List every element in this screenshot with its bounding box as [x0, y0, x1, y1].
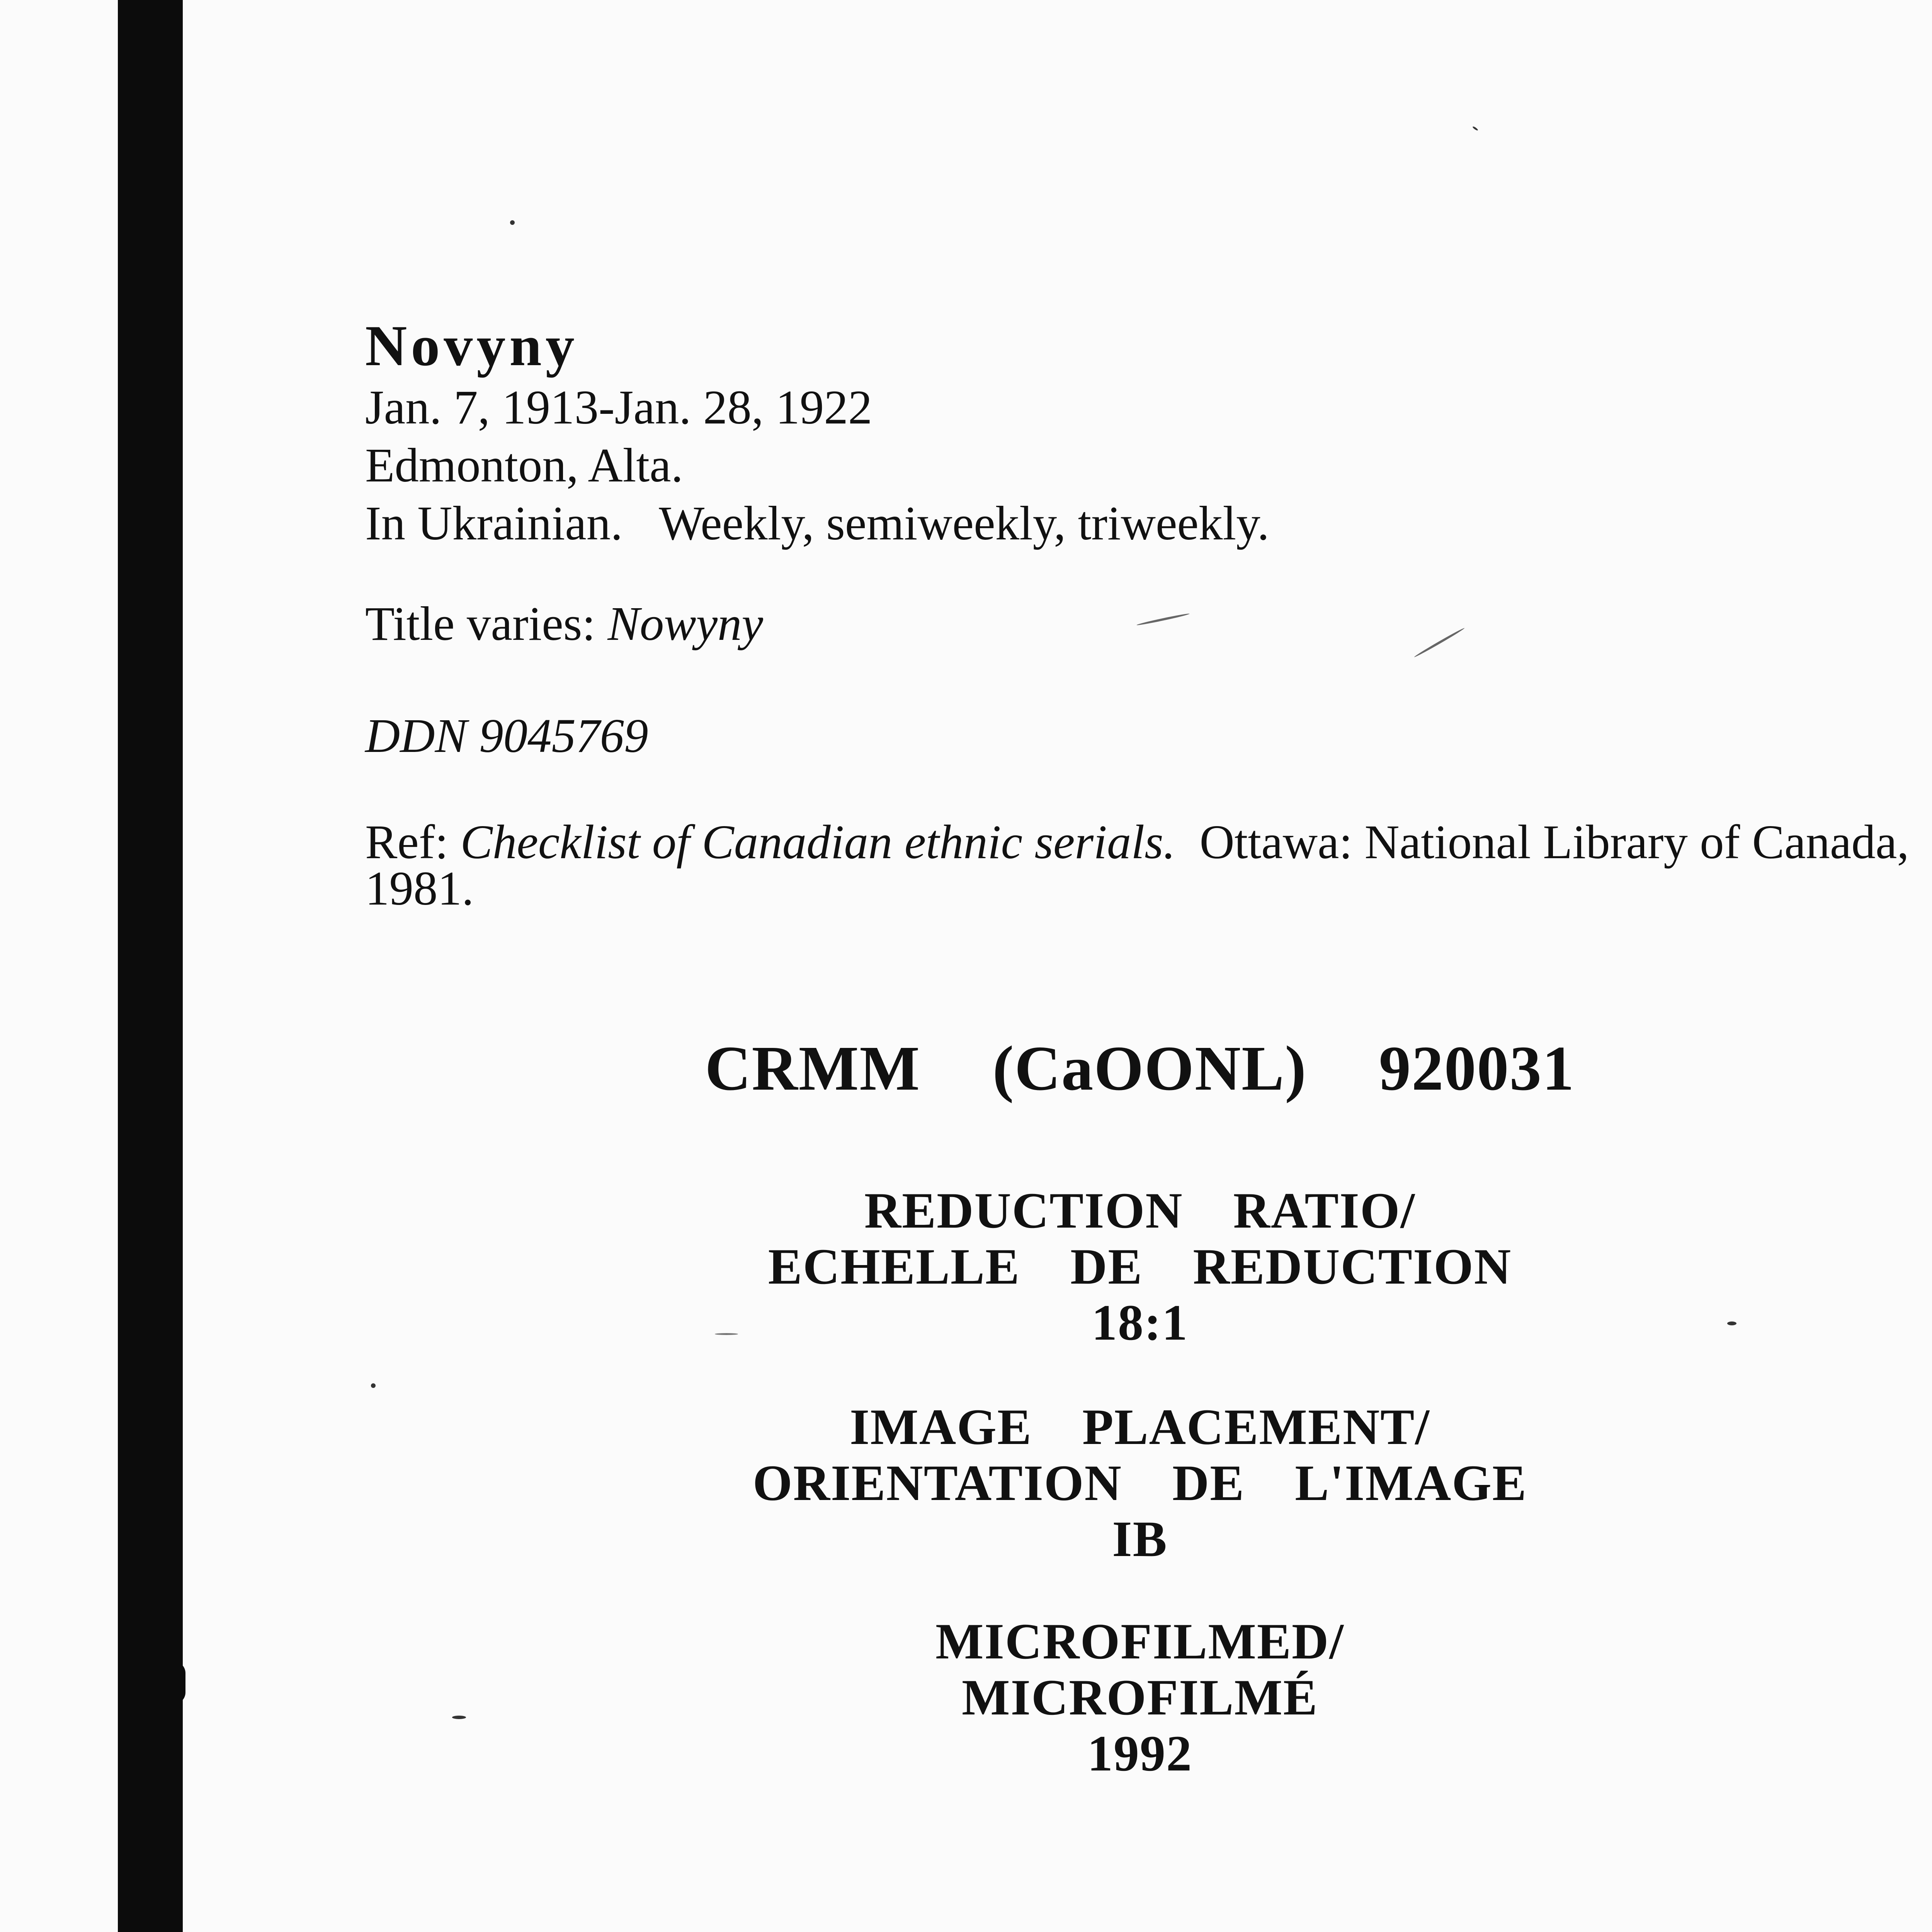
reduction-value: 18:1	[1092, 1294, 1188, 1351]
film-frame-left-edge	[118, 0, 183, 1932]
placement-label-fr: ORIENTATION DE L'IMAGE	[752, 1454, 1527, 1511]
ref-title: Checklist of Canadian ethnic serials.	[460, 816, 1175, 869]
reduction-label-fr: ECHELLE DE REDUCTION	[768, 1238, 1512, 1295]
placement-label-en: IMAGE PLACEMENT/	[849, 1398, 1430, 1455]
publication-dates: Jan. 7, 1913-Jan. 28, 1922	[365, 381, 872, 434]
publication-place: Edmonton, Alta.	[365, 439, 683, 492]
ddn-number: DDN 9045769	[365, 709, 648, 763]
microfilmed-label-en: MICROFILMED/	[935, 1613, 1344, 1670]
image-placement-block	[618, 1399, 1662, 1567]
crmm-identifier: CRMM (CaOONL) 920031	[705, 1033, 1575, 1104]
microfilmed-block	[618, 1613, 1662, 1781]
dust-speck	[1727, 1321, 1736, 1325]
title-varies-line	[365, 595, 1932, 653]
microfilmed-year: 1992	[1087, 1725, 1192, 1782]
reduction-label-en: REDUCTION RATIO/	[864, 1182, 1416, 1239]
dust-speck	[452, 1716, 466, 1719]
ref-year: 1981.	[365, 862, 474, 915]
ref-label: Ref:	[365, 816, 461, 869]
dust-speck	[371, 1383, 376, 1388]
reference-citation	[365, 816, 1932, 915]
reduction-ratio-block	[618, 1182, 1662, 1350]
bibliographic-record	[365, 313, 1932, 915]
ref-publisher: Ottawa: National Library of Canada,	[1199, 816, 1909, 869]
placement-value: IB	[1112, 1510, 1168, 1567]
film-notch-left	[162, 1662, 185, 1704]
frequency-note: Weekly, semiweekly, triweekly.	[659, 497, 1269, 550]
microfilmed-label-fr: MICROFILMÉ	[962, 1669, 1318, 1726]
language-note: In Ukrainian.	[365, 497, 623, 550]
title-varies-label: Title varies:	[365, 597, 608, 651]
language-frequency-line	[365, 495, 1932, 553]
dust-speck	[1472, 126, 1478, 131]
serial-title: Novyny	[365, 314, 578, 378]
dust-speck	[510, 220, 515, 225]
title-varies-value: Nowyny	[607, 597, 764, 651]
